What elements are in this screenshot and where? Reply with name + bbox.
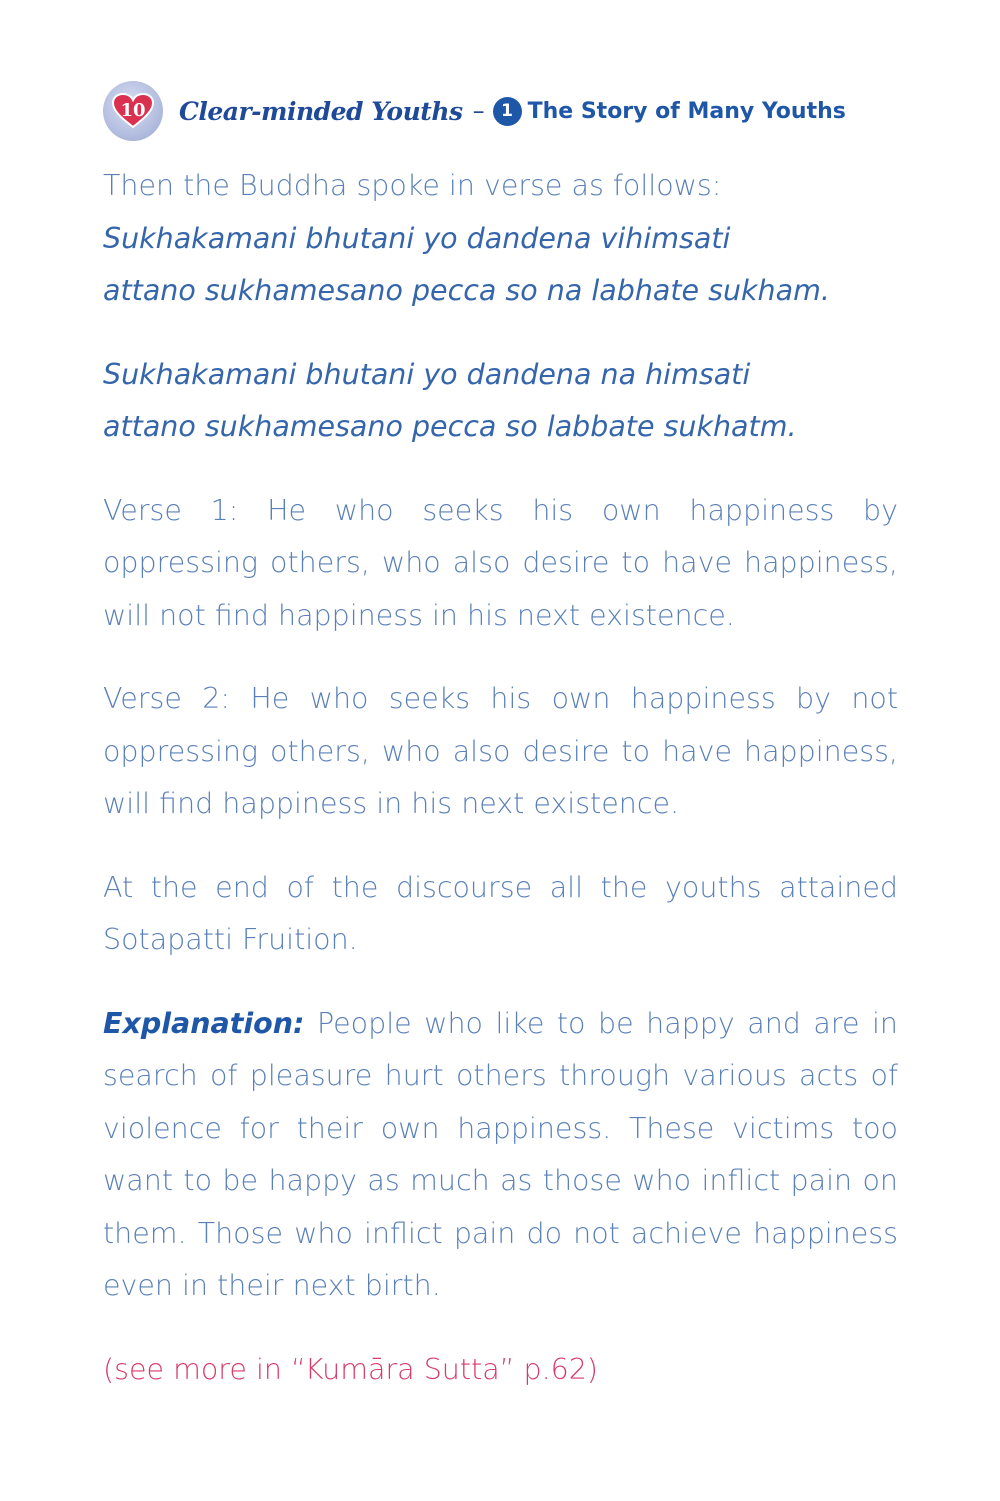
pali-verse-2-line-1: Sukhakamani bhutani yo dandena na himsati xyxy=(103,357,751,391)
page-header xyxy=(103,80,846,142)
explanation-paragraph xyxy=(103,998,898,1313)
page-body xyxy=(103,160,898,1396)
story-title: The Story of Many Youths xyxy=(527,98,846,124)
explanation-label: Explanation: xyxy=(103,1006,305,1040)
series-title: Clear-minded Youths xyxy=(179,96,463,126)
explanation-text: People who like to be happy and are in search of pleasure hurt others through various acts of violence for their own happiness. These victims too want to be happy as much as those who inflict pain on them. Those who inflict pain do not achieve happiness even in their next birth. xyxy=(103,1006,898,1302)
verse-1-translation: Verse 1: He who seeks his own happiness by oppressing others, who also desire to have happiness, will not find happiness in his next existence. xyxy=(103,493,898,632)
intro-text: Then the Buddha spoke in verse as follows: xyxy=(103,169,722,202)
verse-2-translation: Verse 2: He who seeks his own happiness by not oppressing others, who also desire to have happiness, will find happiness in his next existence. xyxy=(103,682,898,820)
page-number: 10 xyxy=(120,99,146,121)
heart-icon xyxy=(112,93,154,129)
outcome-text: At the end of the discourse all the youths attained Sotapatti Fruition. xyxy=(103,870,898,956)
page-number-badge xyxy=(103,81,163,141)
story-number-badge: 1 xyxy=(493,97,522,126)
title-separator: – xyxy=(472,97,485,125)
pali-verse-2-line-2: attano sukhamesano pecca so labbate sukhatm. xyxy=(103,410,797,443)
pali-verse-1-line-1: Sukhakamani bhutani yo dandena vihimsati xyxy=(103,221,731,255)
reference-link[interactable]: (see more in “Kumāra Sutta” p.62) xyxy=(103,1352,599,1386)
pali-verse-1-line-2: attano sukhamesano pecca so na labhate sukham. xyxy=(103,274,830,307)
